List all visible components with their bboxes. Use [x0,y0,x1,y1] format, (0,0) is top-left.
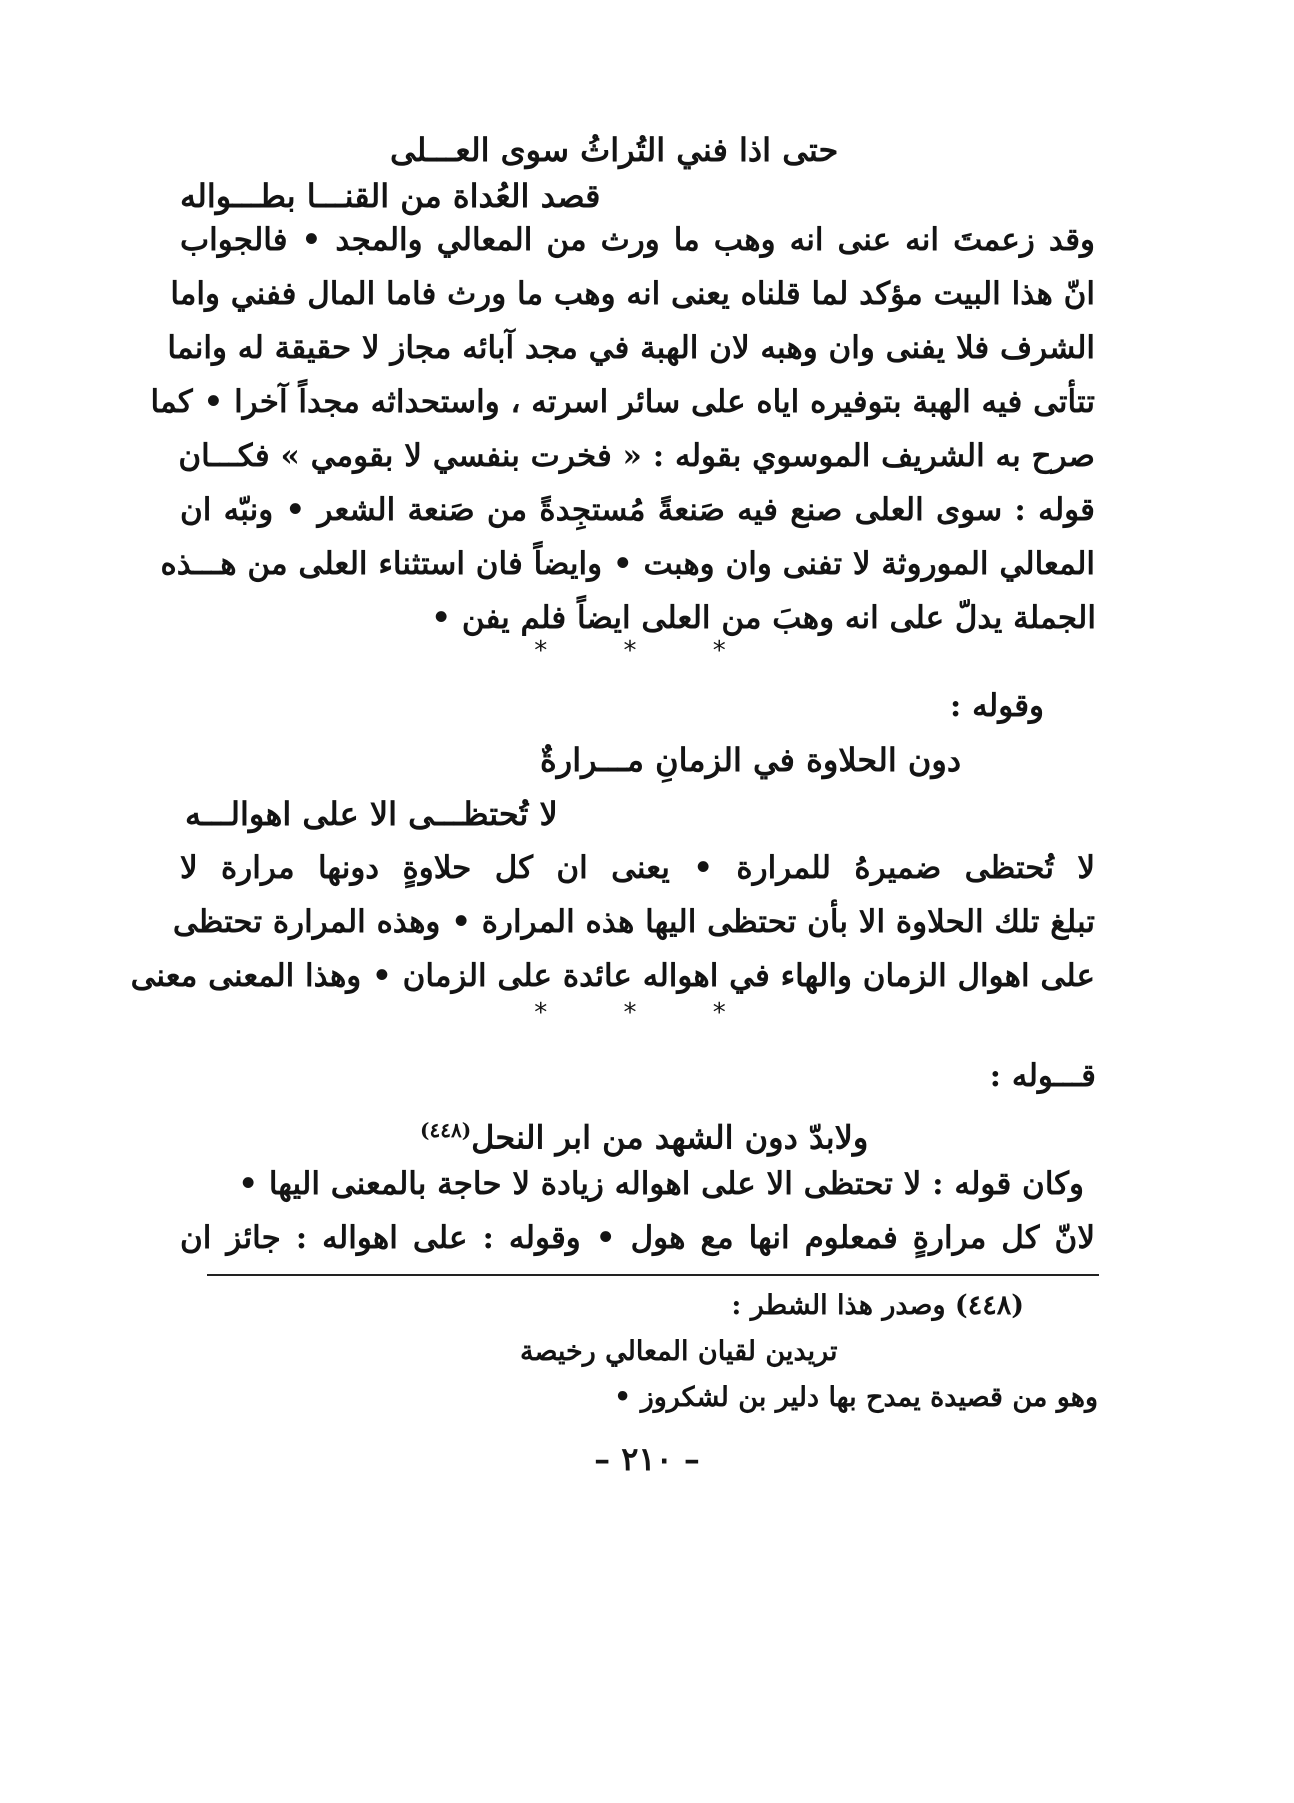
commentary1-line6: قوله : سوى العلى صنع فيه صَنعةً مُستجِدةً من صَنعة الشعر • ونبّه ان [180,492,1095,528]
page-number: – ٢١٠ – [594,1440,700,1478]
commentary3-line1: وكان قوله : لا تحتظى الا على اهواله زيادة لا حاجة بالمعنى اليها • [238,1166,1084,1202]
section2-hemistich2: لا تُحتظـــى الا على اهوالـــه [185,795,558,833]
section-separator-2: * * * [534,998,760,1028]
commentary1-line1: وقد زعمتَ انه عنى انه وهب ما ورث من المعالي والمجد • فالجواب [180,222,1095,258]
poem1-hemistich2: قصد العُداة من القنـــا بطـــواله [180,177,601,215]
section3-verse [420,1104,868,1164]
commentary2-line1: لا تُحتظى ضميرهُ للمرارة • يعنى ان كل حلاوةٍ دونها مرارة لا [180,850,1095,886]
commentary2-line2: تبلغ تلك الحلاوة الا بأن تحتظى اليها هذه المرارة • وهذه المرارة تحتظى [172,904,1095,940]
footnote-line2: تريدين لقيان المعالي رخيصة [520,1336,838,1367]
footnote-divider [207,1274,1099,1276]
footnote-line3: وهو من قصيدة يمدح بها دلير بن لشكروز • [614,1382,1098,1413]
commentary3-line2: لانّ كل مرارةٍ فمعلوم انها مع هول • وقوله : على اهواله : جائز ان [180,1220,1095,1256]
section2-heading: وقوله : [949,688,1044,724]
footnote-line1: (٤٤٨) وصدر هذا الشطر : [731,1290,1024,1321]
commentary1-line3: الشرف فلا يفنى وان وهبه لان الهبة في مجد آبائه مجاز لا حقيقة له وانما [167,330,1095,366]
verse-text: ولابدّ دون الشهد من ابر النحل [471,1118,869,1157]
section-separator: * * * [534,636,760,666]
section3-heading: قـــوله : [989,1058,1096,1094]
commentary1-line8: الجملة يدلّ على انه وهبَ من العلى ايضاً فلم يفن • [431,600,1096,636]
commentary1-line2: انّ هذا البيت مؤكد لما قلناه يعنى انه وهب ما ورث فاما المال ففني واما [170,276,1095,312]
commentary1-line7: المعالي الموروثة لا تفنى وان وهبت • وايضاً فان استثناء العلى من هـــذه [160,546,1095,582]
commentary1-line4: تتأتى فيه الهبة بتوفيره اياه على سائر اسرته ، واستحداثه مجداً آخرا • كما [150,384,1095,420]
poem1-hemistich1: حتى اذا فني التُراثُ سوى العـــلى [390,131,839,169]
verse-footnote-ref: (٤٤٨) [420,1118,472,1142]
commentary2-line3: على اهوال الزمان والهاء في اهواله عائدة على الزمان • وهذا المعنى معنى [130,958,1095,994]
section2-hemistich1: دون الحلاوة في الزمانِ مـــرارةٌ [540,741,962,779]
commentary1-line5: صرح به الشريف الموسوي بقوله : « فخرت بنفسي لا بقومي » فكـــان [178,438,1095,474]
